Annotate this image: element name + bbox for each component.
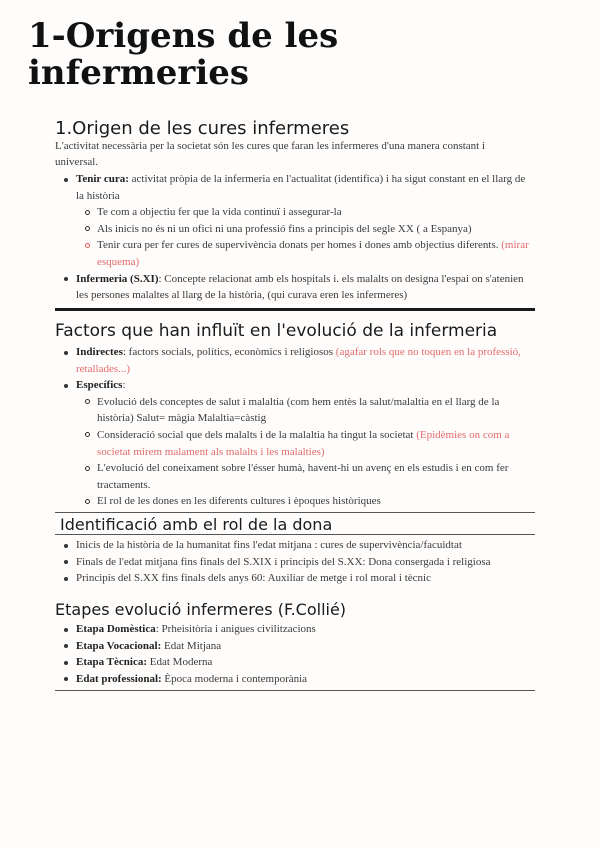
item-text: Inicis de la història de la humanitat fins l'edat mitjana : cures de supervivència/facuidtat [76, 539, 462, 551]
list-item [55, 171, 535, 204]
item-text: : Prheisitòria i anigues civilitzacions [155, 623, 316, 635]
item-note: (agafar rols que no toquen en la professió, retallades...) [76, 346, 521, 375]
section-intro: L'activitat necessària per la societat són les cures que faran les infermeres d'una manera constant i universal. [55, 140, 486, 168]
list-item [55, 427, 535, 460]
section1-list [55, 171, 535, 304]
item-text: Edat Moderna [147, 656, 213, 669]
list-item [55, 221, 535, 238]
item-label: Tenir cura: [76, 173, 129, 185]
list-item [55, 537, 535, 554]
section4-list [55, 621, 535, 687]
item-text: Finals de l'edat mitjana fins finals del S.XIX i principis del S.XX: Dona consergada i religiosa [76, 555, 491, 568]
section2-list [55, 344, 535, 510]
item-text: : [122, 379, 126, 392]
list-item [55, 671, 535, 688]
page-title: 1-Origens de les infermeries [28, 16, 339, 93]
item-text: Als inicis no és ni un ofici ni una professió fins a principis del segle XX ( a Espanya) [97, 222, 472, 235]
list-item [55, 460, 535, 493]
item-label: Etapa Domèstica [76, 623, 156, 635]
item-text: Evolució dels conceptes de salut i malaltia (com hem entès la salut/malaltia en el llarg de la història) Salut= màgia Malaltia=càstig [97, 395, 500, 425]
item-text: L'evolució del coneixament sobre l'ésser humà, havent-hi un avenç en els estudis i en com fer tractaments. [97, 462, 509, 491]
item-label: Etapa Vocacional: [76, 639, 162, 652]
section-heading-origen: 1.Origen de les cures infermeres [55, 118, 350, 139]
section-divider [55, 690, 535, 691]
item-label: Infermeria (S.XI) [76, 272, 159, 285]
list-item [55, 638, 535, 655]
item-text: Època moderna i contemporània [161, 672, 308, 685]
list-item [55, 654, 535, 671]
item-note: (Epidèmies on com a societat mirem malament als malalts i les malalties) [97, 428, 510, 458]
section3-list [55, 537, 535, 587]
item-text: El rol de les dones en les diferents cultures i èpoques històriques [97, 495, 381, 508]
item-label: Específics [76, 379, 123, 392]
list-item [55, 394, 535, 427]
item-text: Edat Mitjana [161, 639, 222, 652]
list-item [55, 271, 535, 304]
section-heading-factors: Factors que han influït en l'evolució de la infermeria [55, 321, 498, 341]
item-note: (mirar esquema) [97, 239, 529, 268]
item-text: activitat pròpia de la infermeria en l'actualitat (identifica) i ha sigut constant en el llarg de la història [76, 173, 526, 202]
list-item [55, 344, 535, 377]
list-item [55, 377, 535, 394]
list-item [55, 554, 535, 571]
item-text: : factors socials, polítics, econòmics i religiosos [122, 346, 336, 358]
item-text: Te com a objectiu fer que la vida continuï i assegurar-la [97, 206, 342, 219]
section-heading-etapes: Etapes evolució infermeres (F.Collié) [55, 600, 347, 619]
section-divider [55, 308, 535, 311]
item-text: : Concepte relacionat amb els hospitals i. els malalts on designa l'espai on s'atenien les persones malaltes al llarg de la història, (qui curava eren les infermeres) [76, 272, 524, 302]
list-item [55, 204, 535, 221]
list-item [55, 237, 535, 270]
section-divider [55, 512, 535, 513]
section-divider [55, 534, 535, 535]
item-text: Tenir cura per fer cures de supervivència donats per homes i dones amb objectius diferents. [97, 239, 502, 252]
item-label: Etapa Tècnica: [76, 656, 147, 669]
item-label: Indirectes [76, 346, 123, 358]
list-item [55, 493, 535, 510]
item-text: Consideració social que dels malalts i de la malaltia ha tingut la societat [97, 428, 417, 441]
item-text: Principis del S.XX fins finals dels anys 60: Auxiliar de metge i rol moral i tècnic [76, 572, 431, 585]
item-label: Edat professional: [76, 672, 162, 685]
list-item [55, 570, 535, 587]
list-item [55, 621, 535, 638]
section-heading-rol-dona: Identificació amb el rol de la dona [60, 515, 333, 534]
